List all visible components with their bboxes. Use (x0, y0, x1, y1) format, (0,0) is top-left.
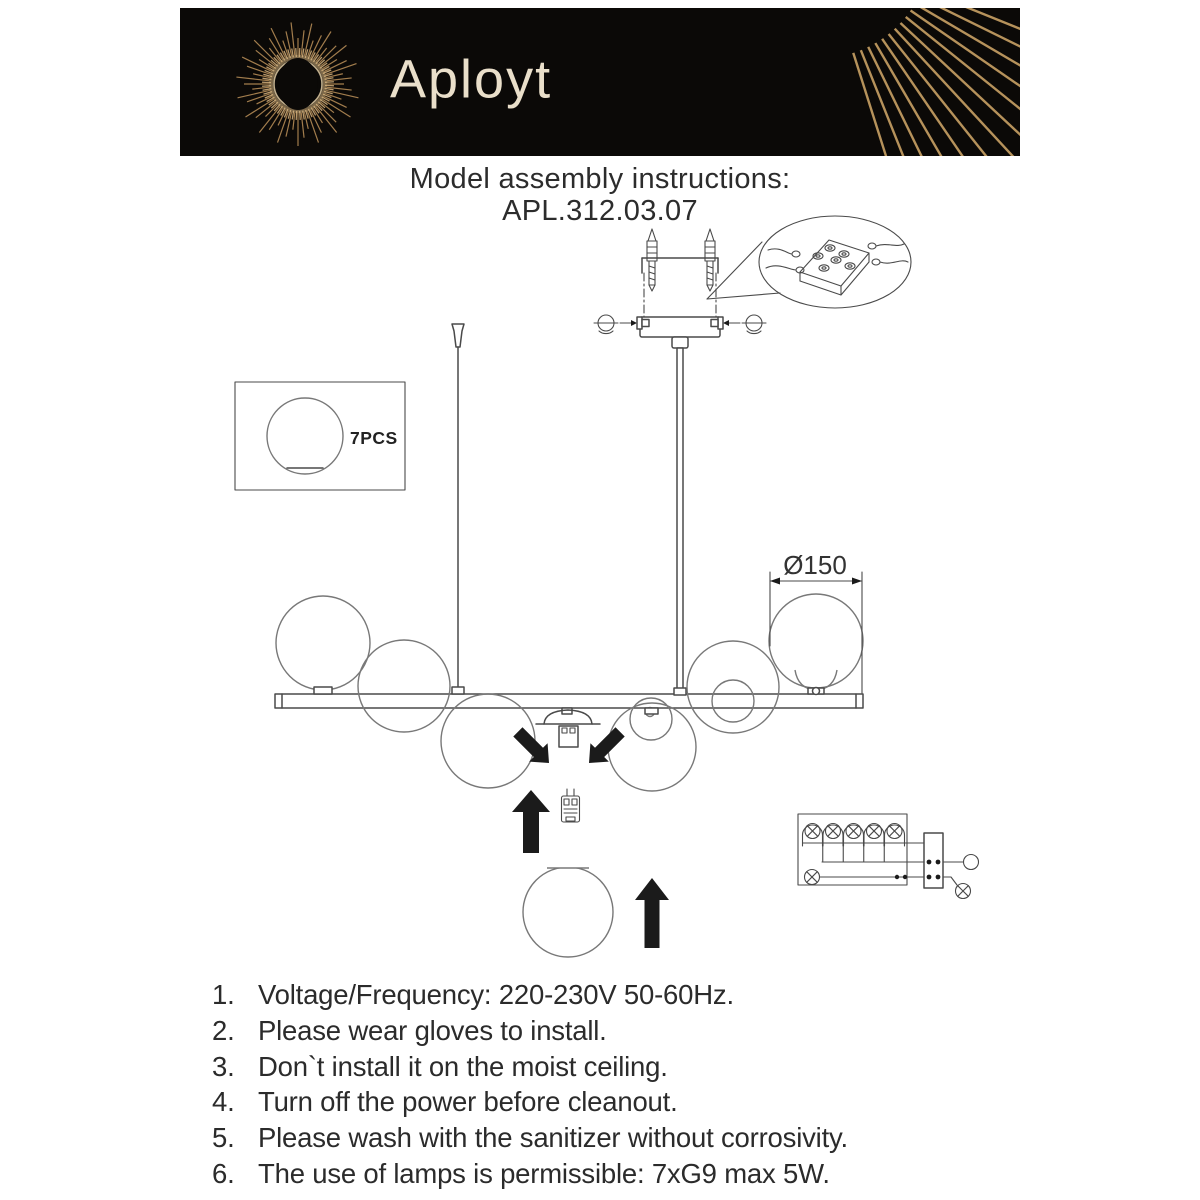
item-number: 4. (212, 1086, 235, 1118)
terminal-block-icon (766, 240, 908, 295)
item-number: 2. (212, 1014, 235, 1046)
parts-count-box (235, 382, 405, 490)
item-number: 3. (212, 1050, 235, 1082)
lamp-socket (536, 708, 600, 747)
page-title: Model assembly instructions: (409, 163, 791, 195)
instruction-list (212, 977, 1022, 1192)
wiring-schematic (798, 814, 979, 899)
terminal-block-callout (707, 216, 911, 308)
item-number: 6. (212, 1157, 235, 1189)
glass-globes (276, 594, 863, 791)
suspension-rod (677, 348, 683, 694)
item-number: 1. (212, 979, 235, 1010)
detached-globe (523, 867, 613, 957)
model-number: APL.312.03.07 (502, 195, 698, 227)
suspension-cable (452, 324, 464, 687)
arrow-up-icon (512, 790, 550, 853)
item-text: Turn off the power before cleanout. (258, 1086, 678, 1118)
item-text: Please wash with the sanitizer without corrosivity. (258, 1122, 848, 1154)
dimension-label: Ø150 (783, 550, 847, 580)
arrow-up-icon (635, 878, 669, 948)
ceiling-mount-diagram (594, 229, 766, 348)
item-text: Please wear gloves to install. (258, 1014, 607, 1046)
diameter-dimension (770, 550, 862, 693)
parts-count-label: 7PCS (350, 428, 398, 448)
item-text: Don`t install it on the moist ceiling. (258, 1050, 668, 1082)
item-text: The use of lamps is permissible: 7xG9 max 5W. (258, 1157, 830, 1189)
list-item (212, 1049, 1022, 1085)
mounting-screw-icon (705, 229, 715, 291)
list-item (212, 1013, 1022, 1049)
brand-logo-text: Aployt (390, 49, 553, 110)
list-item (212, 977, 1022, 1013)
arrow-down-left-icon (580, 723, 629, 772)
mounting-screw-icon (647, 229, 657, 291)
g9-bulb-icon (562, 789, 580, 822)
item-text: Voltage/Frequency: 220-230V 50-60Hz. (258, 979, 734, 1010)
list-item (212, 1156, 1022, 1192)
list-item (212, 1084, 1022, 1120)
canopy (640, 317, 720, 337)
list-item (212, 1120, 1022, 1156)
item-number: 5. (212, 1122, 235, 1154)
